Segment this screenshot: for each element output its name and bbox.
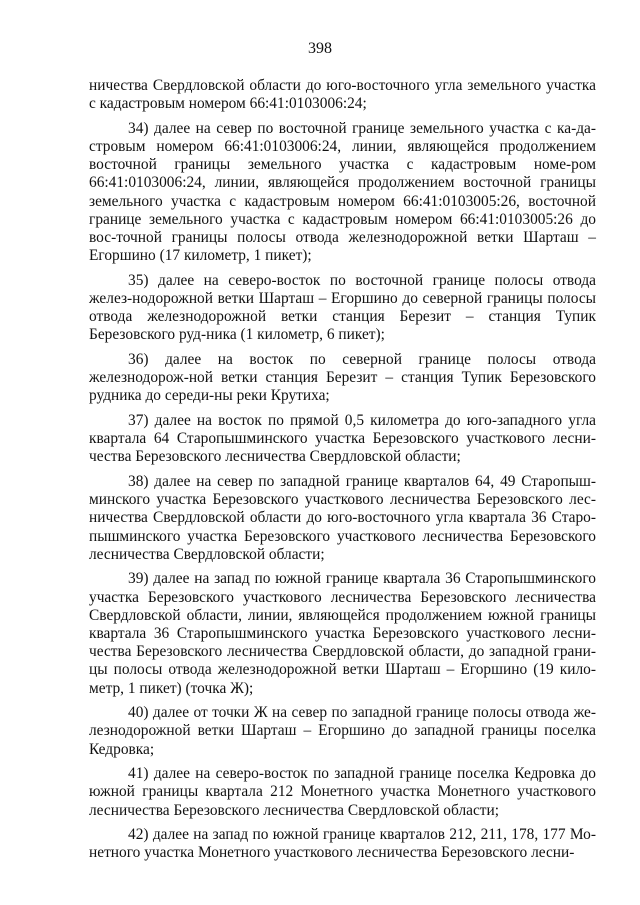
paragraph-item-39: 39) далее на запад по южной границе квартала 36 Старопышминского участка Березовского участкового лесничества Березовского лесничества Свердловской области, линии, являющейся продолжением южной границы квартала 36 Старопышминского участка Березовского участкового лесни-чества Березовского лесничества Свердловской области, до западной грани-цы полосы отвода железнодорожной ветки Шарташ – Егоршино (19 кило-метр, 1 пикет) (точка Ж); [89,570,596,697]
paragraph-item-34: 34) далее на север по восточной границе земельного участка с ка-да-стровым номером 66:41:0103006:24, линии, являющейся продолжением восточной границы земельного участка с кадастровым номе-ром 66:41:0103006:24, линии, являющейся продолжением восточной границы земельного участка с кадастровым номером 66:41:0103005:26, восточной границе земельного участка с кадастровым номером 66:41:0103005:26 до вос-точной границы полосы отвода железнодорожной ветки Шарташ – Егоршино (17 километр, 1 пикет); [89,119,596,265]
paragraph-item-36: 36) далее на восток по северной границе полосы отвода железнодорож-ной ветки станция Березит – станция Тупик Березовского рудника до середи-ны реки Крутиха; [89,351,596,405]
page-number: 398 [308,40,332,57]
document-body [89,77,596,869]
paragraph-item-38: 38) далее на север по западной границе кварталов 64, 49 Старопыш-минского участка Березовского участкового лесничества Березовского лес-ничества Свердловской области до юго-восточного угла квартала 36 Старо-пышминского участка Березовского участкового лесничества Березовского лесничества Свердловской области; [89,473,596,563]
paragraph-item-42: 42) далее на запад по южной границе кварталов 212, 211, 178, 177 Мо-нетного участка Монетного участкового лесничества Березовского лесни- [89,826,596,862]
paragraph-item-35: 35) далее на северо-восток по восточной границе полосы отвода желез-нодорожной ветки Шарташ – Егоршино до северной границы полосы отвода железнодорожной ветки станция Березит – станция Тупик Березовского руд-ника (1 километр, 6 пикет); [89,271,596,344]
paragraph-item-41: 41) далее на северо-восток по западной границе поселка Кедровка до южной границы квартала 212 Монетного участка Монетного участкового лесничества Березовского лесничества Свердловской области; [89,765,596,819]
paragraph-item-40: 40) далее от точки Ж на север по западной границе полосы отвода же-лезнодорожной ветки Шарташ – Егоршино до западной границы поселка Кедровка; [89,704,596,758]
paragraph-continuation: ничества Свердловской области до юго-восточного угла земельного участка с кадастровым номером 66:41:0103006:24; [89,77,596,113]
paragraph-item-37: 37) далее на восток по прямой 0,5 километра до юго-западного угла квартала 64 Старопышминского участка Березовского участкового лесни-чества Березовского лесничества Свердловской области; [89,412,596,466]
